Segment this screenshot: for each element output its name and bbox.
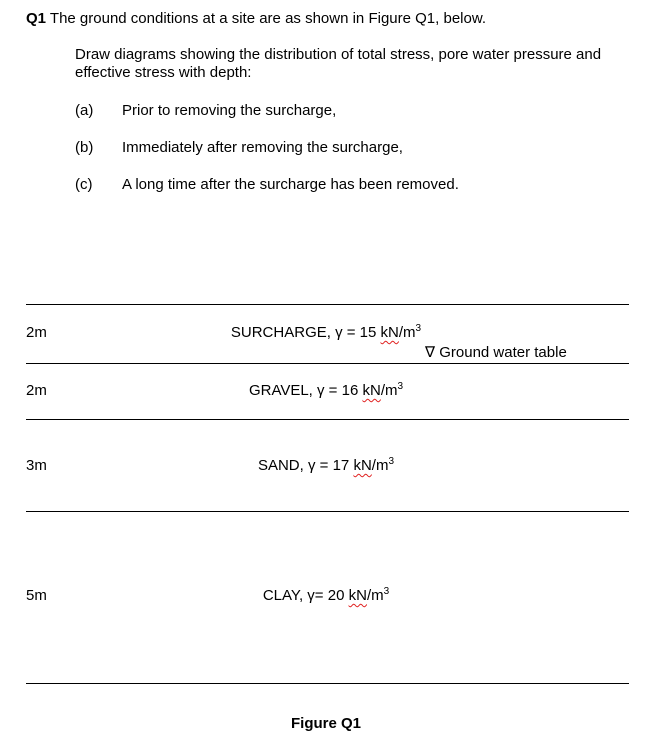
part-a-text: Prior to removing the surcharge, bbox=[122, 102, 337, 119]
layer-name-gravel: GRAVEL, γ = 16 bbox=[248, 382, 363, 399]
unit-kn: kN bbox=[362, 382, 381, 399]
instruction-line-1: Draw diagrams showing the distribution of total stress, pore water pressure and bbox=[75, 46, 602, 63]
layer-thickness-clay: 5m bbox=[26, 587, 47, 604]
instruction-line-2: effective stress with depth: bbox=[75, 64, 252, 81]
water-table-icon: ∇ bbox=[425, 344, 436, 361]
layer-label-clay bbox=[0, 587, 652, 604]
question-heading bbox=[26, 10, 486, 27]
question-intro: The ground conditions at a site are as shown in Figure Q1, below. bbox=[49, 10, 487, 27]
layer-thickness-sand: 3m bbox=[26, 457, 47, 474]
unit-per-m: /m bbox=[380, 382, 398, 399]
layer-thickness-gravel: 2m bbox=[26, 382, 47, 399]
water-table-label: Ground water table bbox=[439, 344, 567, 361]
layer-boundary-bottom bbox=[26, 683, 629, 684]
ground-water-table bbox=[425, 343, 567, 361]
unit-kn: kN bbox=[380, 324, 399, 341]
unit-exponent: 3 bbox=[383, 586, 390, 597]
unit-exponent: 3 bbox=[388, 456, 395, 467]
part-c-text: A long time after the surcharge has been removed. bbox=[122, 176, 459, 193]
question-number: Q1 bbox=[26, 10, 47, 27]
layer-boundary-sand-clay bbox=[26, 511, 629, 512]
unit-exponent: 3 bbox=[397, 381, 404, 392]
unit-per-m: /m bbox=[398, 324, 416, 341]
unit-per-m: /m bbox=[366, 587, 384, 604]
unit-kn: kN bbox=[353, 457, 372, 474]
layer-label-gravel bbox=[0, 382, 652, 399]
part-a-label: (a) bbox=[75, 102, 94, 119]
layer-boundary-surcharge-gravel bbox=[26, 363, 629, 364]
layer-boundary-gravel-sand bbox=[26, 419, 629, 420]
part-b-text: Immediately after removing the surcharge, bbox=[122, 139, 403, 156]
layer-label-surcharge bbox=[0, 324, 652, 341]
layer-name-clay: CLAY, γ= 20 bbox=[262, 587, 349, 604]
figure-caption: Figure Q1 bbox=[290, 715, 361, 732]
layer-label-sand bbox=[0, 457, 652, 474]
layer-boundary-top bbox=[26, 304, 629, 305]
part-c-label: (c) bbox=[75, 176, 93, 193]
layer-name-surcharge: SURCHARGE, γ = 15 bbox=[230, 324, 381, 341]
unit-per-m: /m bbox=[371, 457, 389, 474]
unit-exponent: 3 bbox=[415, 323, 422, 334]
unit-kn: kN bbox=[348, 587, 367, 604]
part-b-label: (b) bbox=[75, 139, 94, 156]
layer-thickness-surcharge: 2m bbox=[26, 324, 47, 341]
layer-name-sand: SAND, γ = 17 bbox=[257, 457, 354, 474]
